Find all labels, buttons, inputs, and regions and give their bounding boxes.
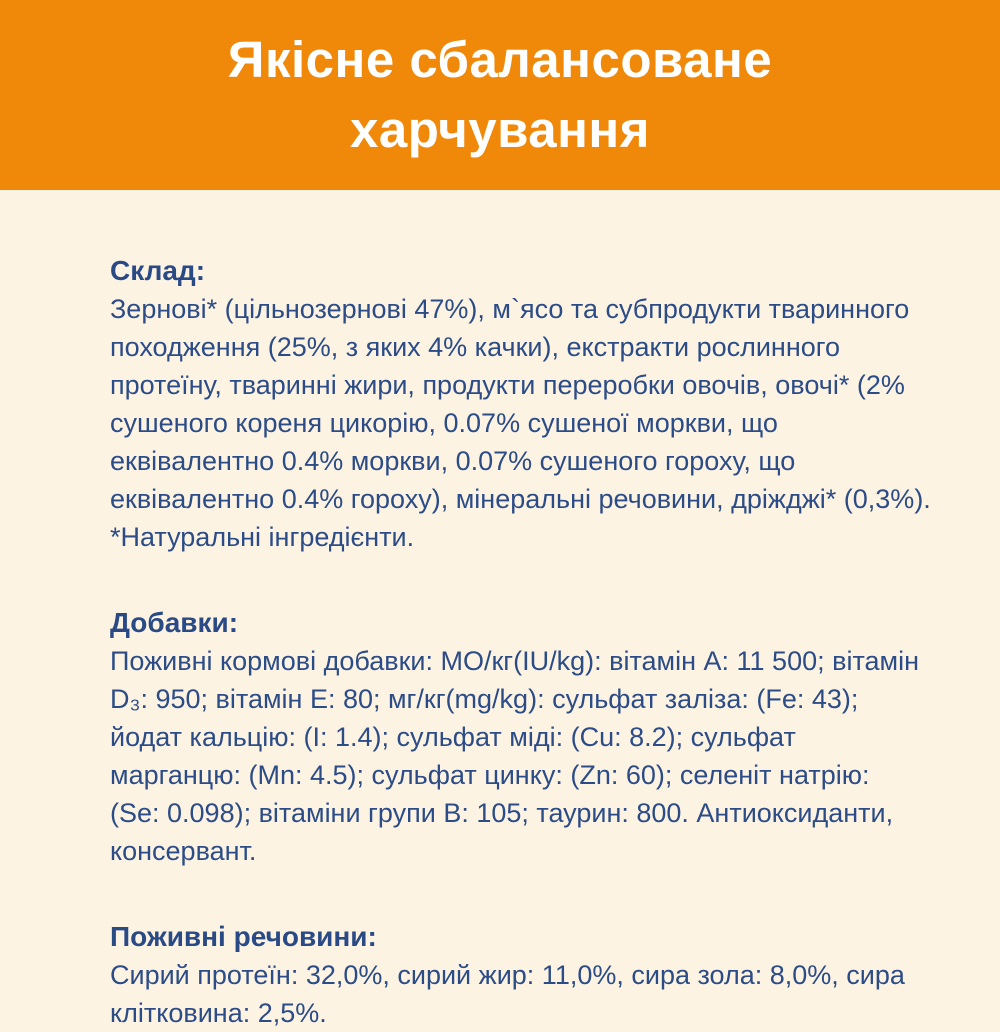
text-line: D₃: 950; вітамін Е: 80; мг/кг(mg/kg): сульфат заліза: (Fe: 43); (110, 684, 859, 714)
text-line: Поживні кормові добавки: МО/кг(IU/kg): вітамін А: 11 500; вітамін (110, 646, 919, 676)
product-description (0, 190, 1000, 1032)
text-line: клітковина: 2,5%. (110, 998, 327, 1028)
text-line: еквівалентно 0.4% моркви, 0.07% сушеного гороху, що (110, 446, 796, 476)
composition-body (110, 290, 931, 556)
additives-section (110, 604, 919, 870)
text-line: Сирий протеїн: 32,0%, сирий жир: 11,0%, сира зола: 8,0%, сира (110, 960, 905, 990)
text-line: походження (25%, з яких 4% качки), екстракти рослинного (110, 332, 841, 362)
text-line: йодат кальцію: (I: 1.4); сульфат міді: (Cu: 8.2); сульфат (110, 722, 796, 752)
text-line: еквівалентно 0.4% гороху), мінеральні речовини, дріжджі* (0,3%). (110, 484, 931, 514)
additives-title: Добавки: (110, 607, 239, 638)
text-line: (Se: 0.098); вітаміни групи В: 105; таурин: 800. Антиоксиданти, (110, 798, 894, 828)
nutrients-title: Поживні речовини: (110, 921, 377, 952)
text-line: *Натуральні інгредієнти. (110, 522, 415, 552)
nutrients-section (110, 918, 910, 1032)
nutrients-body (110, 956, 910, 1032)
text-line: консервант. (110, 836, 257, 866)
text-line: сушеного кореня цикорію, 0.07% сушеної моркви, що (110, 408, 778, 438)
additives-body (110, 642, 919, 870)
composition-title: Склад: (110, 255, 206, 286)
text-line: марганцю: (Mn: 4.5); сульфат цинку: (Zn: 60); селеніт натрію: (110, 760, 870, 790)
text-line: Зернові* (цільнозернові 47%), м`ясо та субпродукти тваринного (110, 294, 910, 324)
composition-section (110, 252, 931, 556)
header-banner (0, 0, 1000, 190)
banner-title: Якісне сбалансоване харчування (227, 30, 773, 158)
text-line: протеїну, тваринні жири, продукти переробки овочів, овочі* (2% (110, 370, 905, 400)
